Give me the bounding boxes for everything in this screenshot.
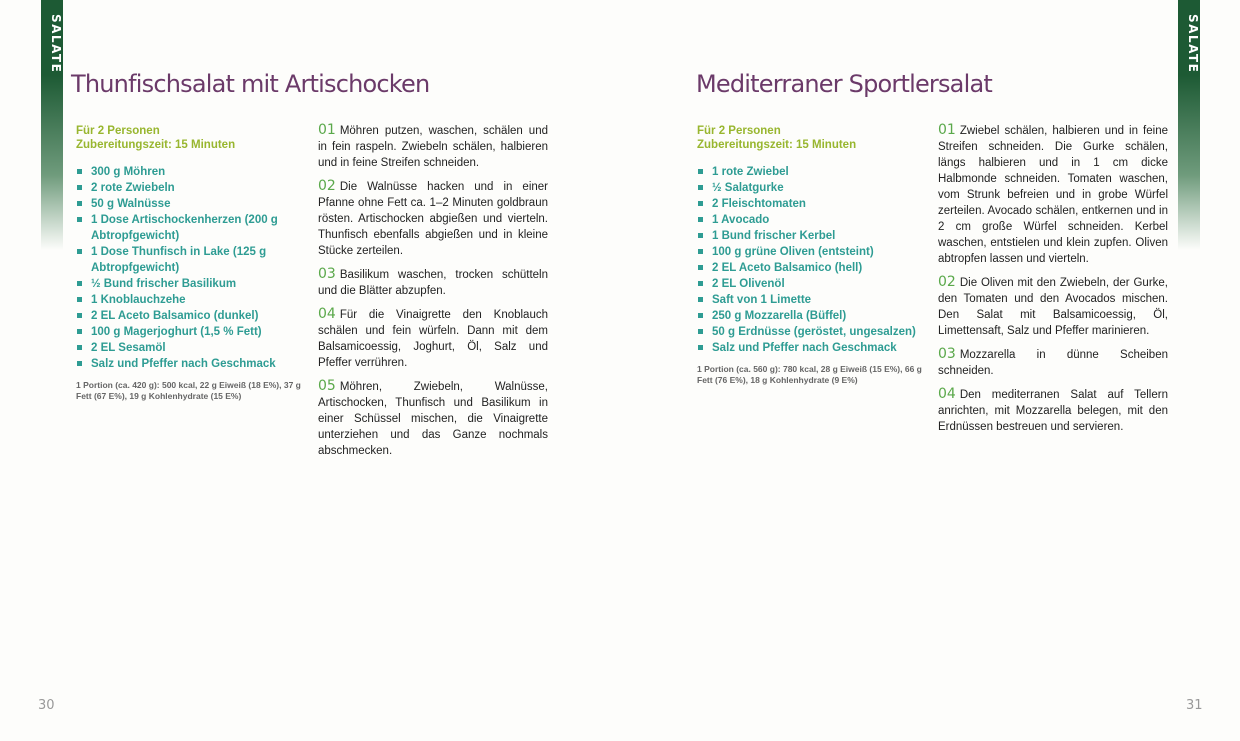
- section-tab-label: SALATE: [1186, 14, 1200, 74]
- ingredient-item: ½ Salatgurke: [697, 180, 929, 196]
- step-text: Zwiebel schälen, halbieren und in feine Streifen schneiden. Die Gurke schälen, längs halbieren und in 1 cm dicke Halbmonde schneiden. Tomaten waschen, vom Strunk befreien und in grobe Würfel zerteilen. Avocado schälen, entkernen und in 2 cm große Würfel schneiden. Kerbel waschen, entstielen und klein zupfen. Oliven abtropfen lassen und vierteln.: [938, 125, 1168, 265]
- ingredient-item: 1 rote Zwiebel: [697, 164, 929, 180]
- ingredient-item: 1 Dose Artischockenherzen (200 g Abtropfgewicht): [76, 212, 308, 244]
- step-number: 02: [938, 274, 956, 290]
- step-item: [938, 346, 1168, 379]
- step-number: 03: [318, 266, 336, 282]
- recipe-title-left: Thunfischsalat mit Artischocken: [71, 70, 430, 98]
- step-text: Basilikum waschen, trocken schütteln und die Blätter abzupfen.: [318, 269, 548, 297]
- ingredient-item: 2 EL Sesamöl: [76, 340, 308, 356]
- step-item: [318, 178, 548, 259]
- ingredient-item: 2 EL Aceto Balsamico (hell): [697, 260, 929, 276]
- ingredient-item: 1 Bund frischer Kerbel: [697, 228, 929, 244]
- step-number: 05: [318, 378, 336, 394]
- step-item: [938, 274, 1168, 339]
- ingredient-item: 1 Avocado: [697, 212, 929, 228]
- step-text: Möhren putzen, waschen, schälen und in fein raspeln. Zwiebeln schälen, halbieren und in feine Streifen schneiden.: [318, 125, 548, 169]
- ingredient-item: 1 Knoblauchzehe: [76, 292, 308, 308]
- step-text: Für die Vinaigrette den Knoblauch schälen und fein würfeln. Dann mit dem Balsamicoessig, Joghurt, Öl, Salz und Pfeffer verrühren.: [318, 309, 548, 369]
- ingredients-column-right: [697, 124, 929, 386]
- ingredient-item: 50 g Walnüsse: [76, 196, 308, 212]
- section-tab-label: SALATE: [49, 14, 63, 74]
- prep-time: Zubereitungszeit: 15 Minuten: [76, 139, 236, 151]
- step-item: [318, 122, 548, 171]
- nutrition-info: 1 Portion (ca. 420 g): 500 kcal, 22 g Eiweiß (18 E%), 37 g Fett (67 E%), 19 g Kohlenhydrate (15 E%): [76, 380, 301, 401]
- ingredient-item: 100 g Magerjoghurt (1,5 % Fett): [76, 324, 308, 340]
- step-number: 04: [318, 306, 336, 322]
- step-number: 01: [318, 122, 336, 138]
- ingredient-item: 300 g Möhren: [76, 164, 308, 180]
- page-number-right: 31: [1186, 698, 1203, 713]
- step-text: Möhren, Zwiebeln, Walnüsse, Artischocken, Thunfisch und Basilikum in einer Schüssel mischen, die Vinaigrette unterziehen und das Ganze nochmals abschmecken.: [318, 381, 548, 457]
- ingredient-item: 250 g Mozzarella (Büffel): [697, 308, 929, 324]
- nutrition-info: 1 Portion (ca. 560 g): 780 kcal, 28 g Eiweiß (15 E%), 66 g Fett (76 E%), 18 g Kohlenhydrate (9 E%): [697, 364, 922, 385]
- recipe-title-right: Mediterraner Sportlersalat: [696, 70, 992, 98]
- ingredient-list: [76, 164, 308, 372]
- ingredient-item: ½ Bund frischer Basilikum: [76, 276, 308, 292]
- section-tab-right: [1178, 0, 1200, 250]
- step-number: 04: [938, 386, 956, 402]
- prep-time: Zubereitungszeit: 15 Minuten: [697, 139, 857, 151]
- ingredient-item: 2 EL Aceto Balsamico (dunkel): [76, 308, 308, 324]
- ingredients-column-left: [76, 124, 308, 402]
- step-text: Mozzarella in dünne Scheiben schneiden.: [938, 349, 1168, 377]
- ingredient-item: 2 Fleischtomaten: [697, 196, 929, 212]
- ingredient-item: 50 g Erdnüsse (geröstet, ungesalzen): [697, 324, 929, 340]
- servings: Für 2 Personen: [76, 125, 160, 137]
- ingredient-list: [697, 164, 929, 356]
- step-number: 03: [938, 346, 956, 362]
- step-item: [938, 386, 1168, 435]
- step-item: [318, 378, 548, 459]
- step-text: Die Oliven mit den Zwiebeln, der Gurke, den Tomaten und den Avocados mischen. Den Salat mit Balsamicoessig, Öl, Limettensaft, Salz und Pfeffer marinieren.: [938, 277, 1168, 337]
- ingredient-item: Salz und Pfeffer nach Geschmack: [697, 340, 929, 356]
- step-item: [318, 266, 548, 299]
- ingredient-item: 2 rote Zwiebeln: [76, 180, 308, 196]
- step-text: Die Walnüsse hacken und in einer Pfanne ohne Fett ca. 1–2 Minuten goldbraun rösten. Artischocken abgießen und vierteln. Thunfisch ebenfalls abgießen und in kleine Stücke zerteilen.: [318, 181, 548, 257]
- ingredient-item: 1 Dose Thunfisch in Lake (125 g Abtropfgewicht): [76, 244, 308, 276]
- step-text: Den mediterranen Salat auf Tellern anrichten, mit Mozzarella belegen, mit den Erdnüssen bestreuen und servieren.: [938, 389, 1168, 433]
- ingredient-item: Saft von 1 Limette: [697, 292, 929, 308]
- ingredient-item: 2 EL Olivenöl: [697, 276, 929, 292]
- ingredient-item: 100 g grüne Oliven (entsteint): [697, 244, 929, 260]
- step-item: [938, 122, 1168, 267]
- steps-column-left: [318, 122, 548, 466]
- section-tab-left: [41, 0, 63, 250]
- ingredient-item: Salz und Pfeffer nach Geschmack: [76, 356, 308, 372]
- steps-column-right: [938, 122, 1168, 442]
- step-number: 01: [938, 122, 956, 138]
- step-item: [318, 306, 548, 371]
- servings: Für 2 Personen: [697, 125, 781, 137]
- step-number: 02: [318, 178, 336, 194]
- page-number-left: 30: [38, 698, 55, 713]
